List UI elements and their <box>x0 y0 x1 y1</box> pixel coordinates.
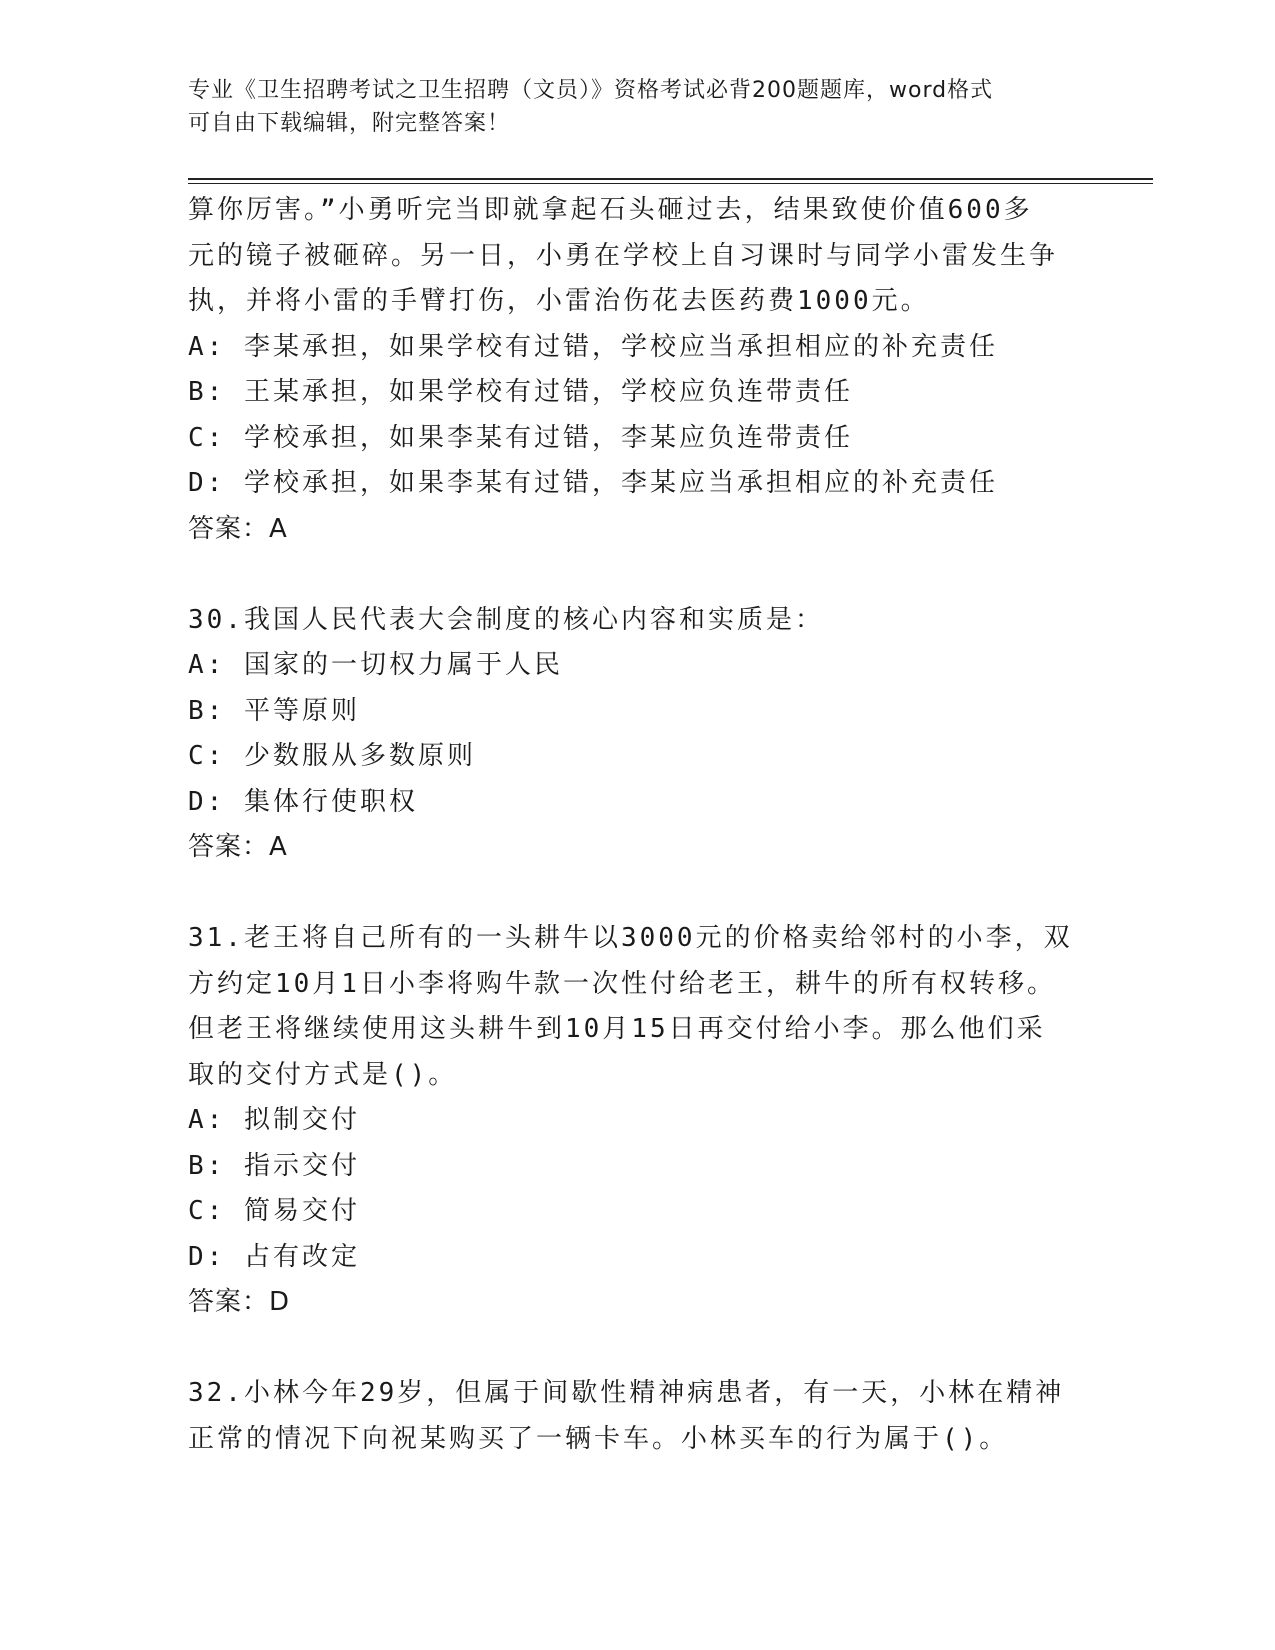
question-text-line: 方约定10月1日小李将购牛款一次性付给老王，耕牛的所有权转移。 <box>188 968 1056 999</box>
option-b: B: 指示交付 <box>188 1150 360 1181</box>
question-block <box>188 188 1068 552</box>
question-block <box>188 1371 1068 1462</box>
question-block <box>188 916 1073 1326</box>
option-b: B: 平等原则 <box>188 695 360 726</box>
document-header <box>188 74 1068 140</box>
question-text-line: 算你厉害。”小勇听完当即就拿起石头砸过去，结果致使价值600多 <box>188 195 1033 225</box>
header-line: 专业《卫生招聘考试之卫生招聘（文员）》资格考试必背200题题库，word格式 <box>188 78 994 103</box>
question-text-line: 执，并将小雷的手臂打伤，小雷治伤花去医药费1000元。 <box>188 286 930 316</box>
option-b: B: 王某承担，如果学校有过错，学校应负连带责任 <box>188 377 853 407</box>
option-c: C: 少数服从多数原则 <box>188 741 476 771</box>
answer-label: 答案：A <box>188 832 288 862</box>
option-d: D: 集体行使职权 <box>188 786 418 817</box>
header-divider <box>188 178 1153 180</box>
option-d: D: 占有改定 <box>188 1241 360 1272</box>
option-a: A: 拟制交付 <box>188 1105 360 1135</box>
question-text-line: 元的镜子被砸碎。另一日，小勇在学校上自习课时与同学小雷发生争 <box>188 240 1059 271</box>
option-c: C: 简易交付 <box>188 1196 360 1226</box>
option-a: A: 国家的一切权力属于人民 <box>188 650 563 680</box>
question-text-line: 30.我国人民代表大会制度的核心内容和实质是： <box>188 604 824 635</box>
option-d: D: 学校承担，如果李某有过错，李某应当承担相应的补充责任 <box>188 468 998 498</box>
question-text-line: 但老王将继续使用这头耕牛到10月15日再交付给小李。那么他们采 <box>188 1014 1046 1044</box>
header-divider-thin <box>188 183 1153 184</box>
question-content <box>188 188 1073 1462</box>
question-text-line: 32.小林今年29岁，但属于间歇性精神病患者，有一天，小林在精神 <box>188 1378 1065 1408</box>
question-block <box>188 598 1068 871</box>
answer-label: 答案：A <box>188 513 288 544</box>
option-c: C: 学校承担，如果李某有过错，李某应负连带责任 <box>188 422 853 453</box>
question-text-line: 取的交付方式是()。 <box>188 1059 458 1090</box>
header-line: 可自由下载编辑，附完整答案！ <box>188 111 511 136</box>
answer-label: 答案：D <box>188 1287 291 1317</box>
question-text-line: 正常的情况下向祝某购买了一辆卡车。小林买车的行为属于()。 <box>188 1423 1009 1454</box>
question-text-line: 31.老王将自己所有的一头耕牛以3000元的价格卖给邻村的小李，双 <box>188 923 1073 953</box>
option-a: A: 李某承担，如果学校有过错，学校应当承担相应的补充责任 <box>188 331 998 362</box>
